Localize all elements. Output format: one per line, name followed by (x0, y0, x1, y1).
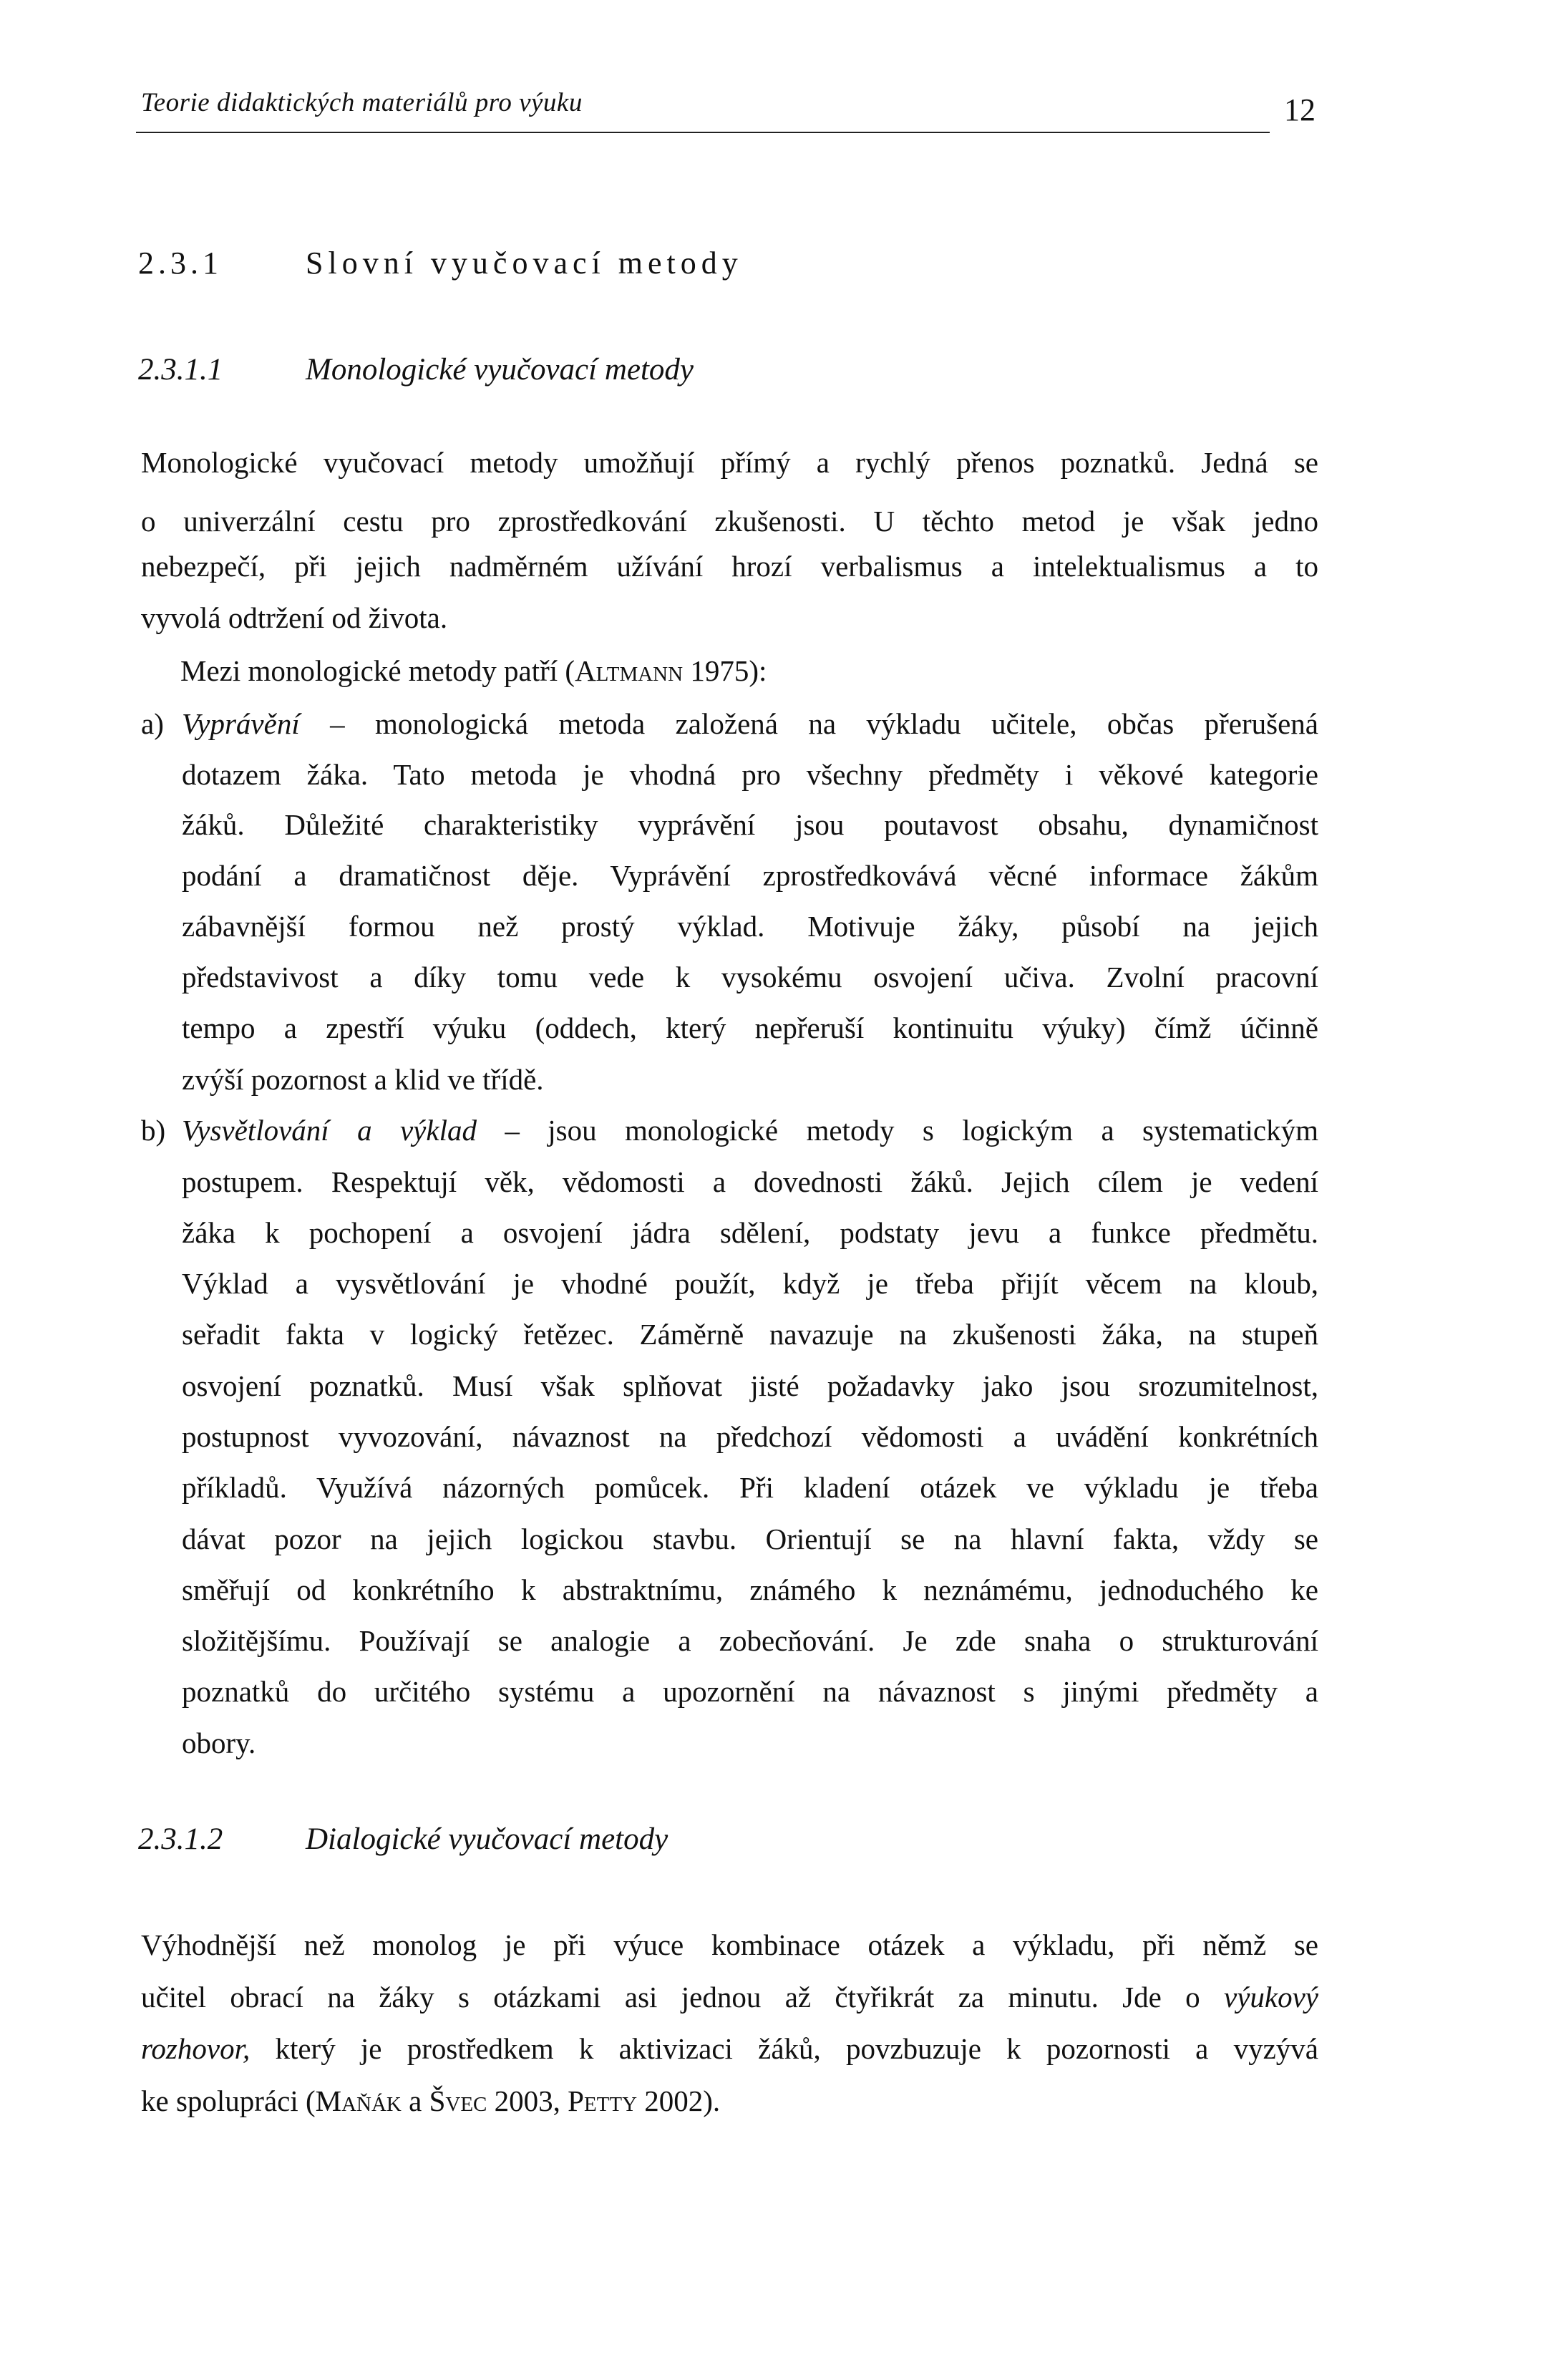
list-item-a-line: zábavnější formou než prostý výklad. Motivuje žáky, působí na jejich (182, 910, 1318, 943)
page-number: 12 (1284, 92, 1316, 127)
methods-intro (180, 654, 767, 688)
subsection-number: 2.3.1.1 (138, 353, 223, 387)
list-item-b-line: obory. (182, 1726, 256, 1759)
item-text: – jsou monologické metody s logickým a systematickým (476, 1114, 1319, 1147)
list-item-a-line: tempo a zpestří výuku (oddech, který nepřeruší kontinuitu výuky) čímž účinně (182, 1011, 1318, 1044)
dialog-text: který je prostředkem k aktivizaci žáků, povzbuzuje k pozornosti a vyzývá (250, 2032, 1318, 2065)
list-item-a-line: podání a dramatičnost děje. Vyprávění zprostředkovává věcné informace žákům (182, 859, 1318, 892)
term-rozhovor: rozhovor, (141, 2032, 251, 2065)
dialog-text: a (401, 2084, 429, 2117)
section-title: Slovní vyučovací metody (306, 246, 743, 281)
item-text: – monologická metoda založená na výkladu učitele, občas přerušená (299, 707, 1318, 740)
list-item-a-line (182, 706, 1318, 741)
author-citation: Petty (568, 2084, 638, 2117)
intro-line: vyvolá odtržení od života. (141, 601, 448, 634)
list-item-b-line: osvojení poznatků. Musí však splňovat jisté požadavky jako jsou srozumitelnost, (182, 1369, 1318, 1402)
dialog-line (141, 1980, 1318, 2014)
dialog-line (141, 2084, 720, 2118)
section-number: 2.3.1 (138, 246, 223, 281)
dialog-line: Výhodnější než monolog je při výuce kombinace otázek a výkladu, při němž se (141, 1928, 1318, 1961)
list-item-b-line: směřují od konkrétního k abstraktnímu, známého k neznámému, jednoduchého ke (182, 1573, 1318, 1606)
list-item-b-line: žáka k pochopení a osvojení jádra sdělení, podstaty jevu a funkce předmětu. (182, 1216, 1318, 1249)
term-vypraveni: Vyprávění (182, 707, 300, 740)
dialog-line (141, 2031, 1318, 2066)
author-citation: Švec (429, 2084, 487, 2117)
dialog-text: ke spolupráci ( (141, 2084, 316, 2117)
list-item-b-line: postupnost vyvozování, návaznost na předchozí vědomosti a uvádění konkrétních (182, 1420, 1318, 1453)
intro-line: Monologické vyučovací metody umožňují přímý a rychlý přenos poznatků. Jedná se (141, 446, 1318, 479)
header-rule (136, 132, 1270, 133)
list-item-a-line: žáků. Důležité charakteristiky vyprávění jsou poutavost obsahu, dynamičnost (182, 808, 1318, 841)
list-item-b-line: dávat pozor na jejich logickou stavbu. Orientují se na hlavní fakta, vždy se (182, 1522, 1318, 1555)
list-marker-a: a) (141, 707, 164, 740)
dialog-text: 2002). (637, 2084, 721, 2117)
dialog-text: 2003, (487, 2084, 568, 2117)
list-item-b-line: seřadit fakta v logický řetězec. Záměrně navazuje na zkušenosti žáka, na stupeň (182, 1318, 1318, 1351)
list-item-b-line: postupem. Respektují věk, vědomosti a dovednosti žáků. Jejich cílem je vedení (182, 1165, 1318, 1198)
subsection-number: 2.3.1.2 (138, 1822, 223, 1856)
subsection-title: Monologické vyučovací metody (306, 353, 694, 387)
list-item-a-line: představivost a díky tomu vede k vysokému osvojení učiva. Zvolní pracovní (182, 961, 1318, 994)
running-header-title: Teorie didaktických materiálů pro výuku (141, 88, 583, 117)
methods-intro-text: Mezi monologické metody patří ( (180, 654, 575, 687)
methods-intro-text: 1975): (683, 654, 767, 687)
dialog-text: učitel obrací na žáky s otázkami asi jednou až čtyřikrát za minutu. Jde o (141, 1981, 1200, 2014)
list-marker-b: b) (141, 1114, 166, 1147)
intro-line: nebezpečí, při jejich nadměrném užívání hrozí verbalismus a intelektualismus a to (141, 550, 1318, 583)
term-vysvetlovani-a-vyklad: Vysvětlování a výklad (182, 1114, 477, 1147)
term-vyukovy: výukový (1224, 1981, 1318, 2014)
list-item-b-line: složitějšímu. Používají se analogie a zobecňování. Je zde snaha o strukturování (182, 1624, 1318, 1657)
author-citation: Altmann (575, 654, 684, 687)
author-citation: Maňák (315, 2084, 402, 2117)
list-item-b-line (182, 1113, 1318, 1147)
intro-line: o univerzální cestu pro zprostředkování zkušenosti. U těchto metod je však jedno (141, 505, 1318, 538)
list-item-b-line: poznatků do určitého systému a upozornění na návaznost s jinými předměty a (182, 1675, 1318, 1708)
list-item-a-line: dotazem žáka. Tato metoda je vhodná pro všechny předměty i věkové kategorie (182, 758, 1318, 791)
list-item-a-line: zvýší pozornost a klid ve třídě. (182, 1063, 544, 1096)
list-item-b-line: Výklad a vysvětlování je vhodné použít, když je třeba přijít věcem na kloub, (182, 1267, 1318, 1300)
subsection-title: Dialogické vyučovací metody (306, 1822, 668, 1856)
list-item-b-line: příkladů. Využívá názorných pomůcek. Při kladení otázek ve výkladu je třeba (182, 1471, 1318, 1504)
